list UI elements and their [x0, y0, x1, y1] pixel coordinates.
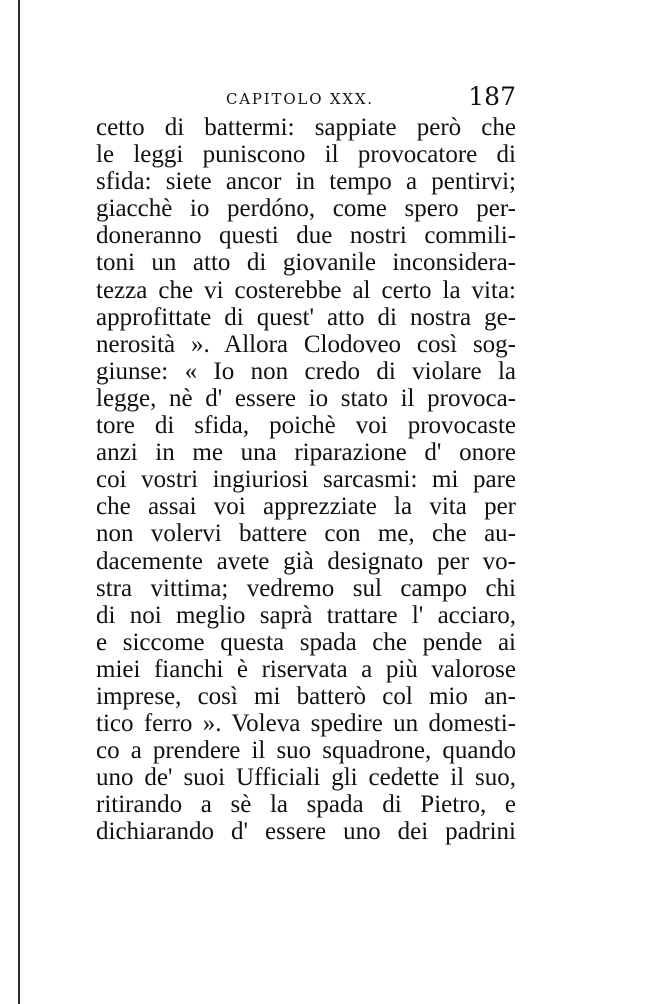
text-line: giacchè io perdóno, come spero per- — [96, 195, 516, 223]
text-line: dichiarando d' essere uno dei padrini — [96, 818, 516, 846]
text-line: nerosità ». Allora Clodoveo così sog- — [96, 330, 516, 358]
text-line: giunse: « Io non credo di violare la — [96, 357, 516, 385]
text-line: ritirando a sè la spada di Pietro, e — [96, 791, 516, 819]
text-line: tico ferro ». Voleva spedire un domesti- — [96, 710, 516, 738]
text-line: dacemente avete già designato per vo- — [96, 547, 516, 575]
text-line: imprese, così mi batterò col mio an- — [96, 682, 516, 710]
text-line: legge, nè d' essere io stato il provoca- — [96, 384, 516, 412]
text-line: toni un atto di giovanile inconsidera- — [96, 249, 516, 277]
text-line: e siccome questa spada che pende ai — [96, 628, 516, 656]
text-line: tezza che vi costerebbe al certo la vita: — [96, 276, 516, 304]
page-number: 187 — [468, 82, 516, 111]
text-line: le leggi puniscono il provocatore di — [96, 141, 516, 169]
text-line: uno de' suoi Ufficiali gli cedette il suo, — [96, 764, 516, 792]
text-line: che assai voi apprezziate la vita per — [96, 493, 516, 521]
running-head: CAPITOLO XXX. — [226, 90, 374, 108]
binding-edge — [18, 0, 20, 1004]
text-line: non volervi battere con me, che au- — [96, 520, 516, 548]
text-line: di noi meglio saprà trattare l' acciaro, — [96, 601, 516, 629]
text-line: co a prendere il suo squadrone, quando — [96, 737, 516, 765]
text-line: stra vittima; vedremo sul campo chi — [96, 574, 516, 602]
text-line: anzi in me una riparazione d' onore — [96, 439, 516, 467]
text-line: approfittate di quest' atto di nostra ge- — [96, 303, 516, 331]
text-line: cetto di battermi: sappiate però che — [96, 114, 516, 141]
text-line: doneranno questi due nostri commili- — [96, 222, 516, 250]
body-text — [96, 114, 516, 846]
text-line: coi vostri ingiuriosi sarcasmi: mi pare — [96, 466, 516, 494]
text-line: tore di sfida, poichè voi provocaste — [96, 412, 516, 440]
text-line: miei fianchi è riservata a più valorose — [96, 655, 516, 683]
text-line: sfida: siete ancor in tempo a pentirvi; — [96, 168, 516, 196]
